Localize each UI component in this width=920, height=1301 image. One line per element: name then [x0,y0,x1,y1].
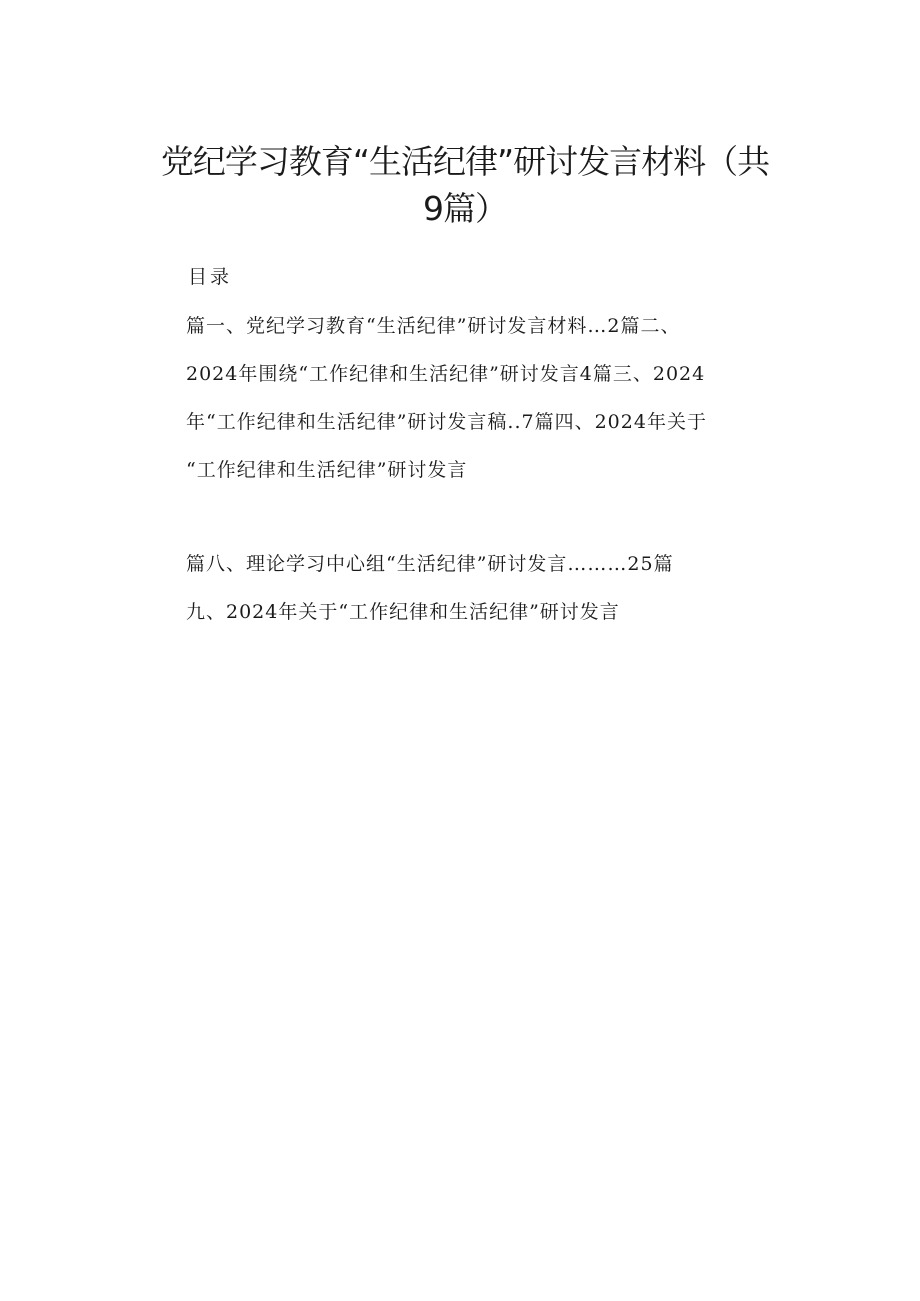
toc-line: 年“工作纪律和生活纪律”研讨发言稿..7篇四、2024年关于 [186,411,707,433]
toc-line: 篇八、理论学习中心组“生活纪律”研讨发言………25篇 [186,553,674,575]
toc-line: “工作纪律和生活纪律”研讨发言 [186,459,468,481]
document-title [120,138,810,232]
toc-line: 篇一、党纪学习教育“生活纪律”研讨发言材料…2篇二、 [186,315,681,337]
toc-block-primary [186,308,816,500]
title-line-2: 9篇） [423,189,507,228]
toc-heading: 目录 [188,266,233,288]
toc-line: 九、2024年关于“工作纪律和生活纪律”研讨发言 [186,601,620,623]
toc-line: 2024年围绕“工作纪律和生活纪律”研讨发言4篇三、2024 [186,363,706,385]
toc-block-secondary [186,546,816,642]
title-line-1: 党纪学习教育“生活纪律”研讨发言材料（共 [160,142,770,181]
